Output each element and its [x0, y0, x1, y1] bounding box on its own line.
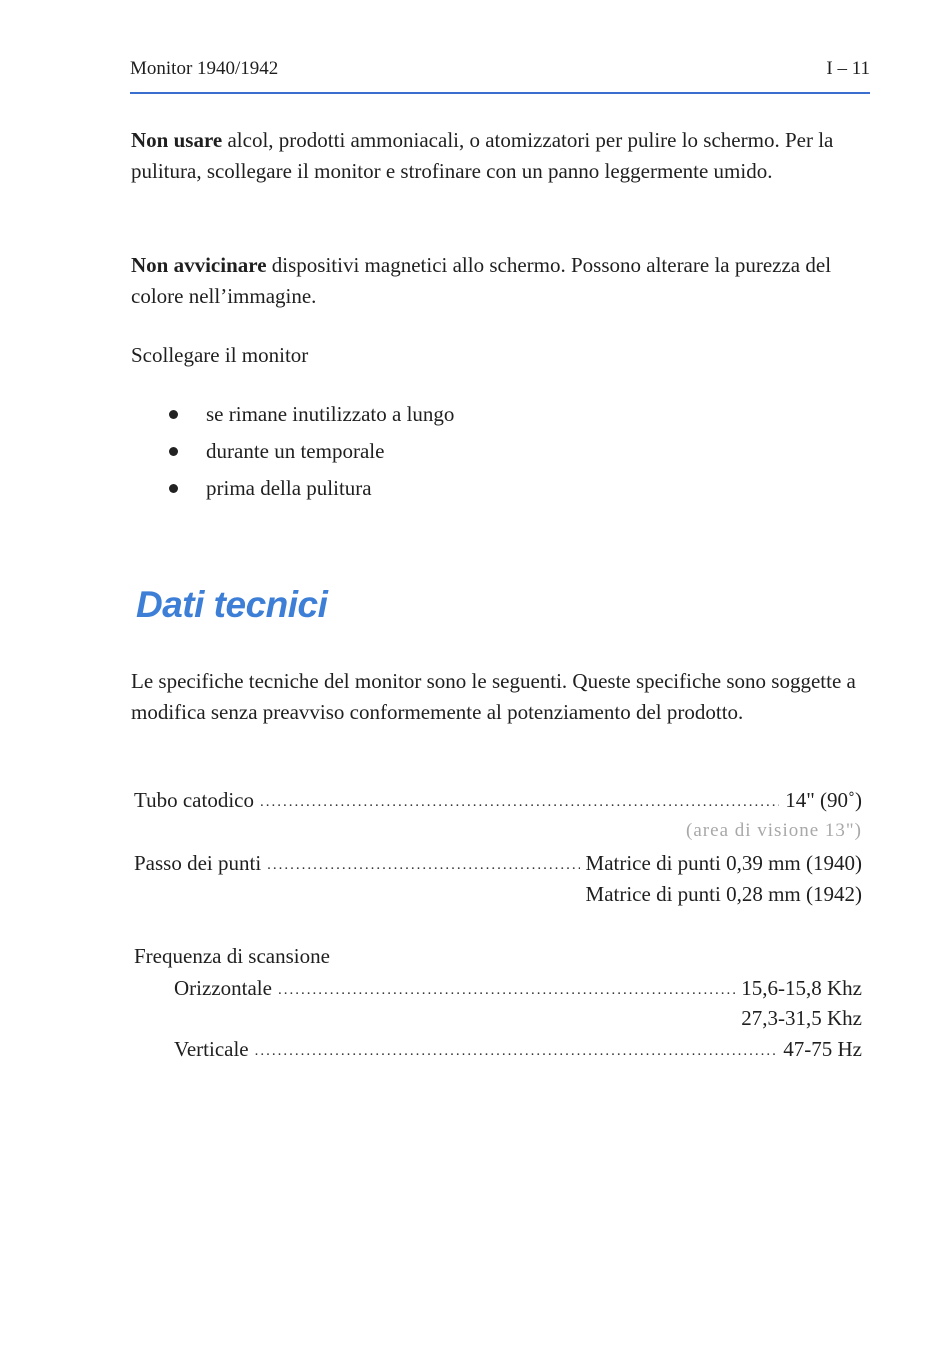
- cleaning-warning: [131, 125, 866, 187]
- spec-value-crt: 14" (90˚): [785, 788, 862, 812]
- dot-leader: [267, 857, 579, 874]
- magnetic-warning: [131, 250, 866, 312]
- freq-label: Frequenza di scansione: [134, 944, 330, 968]
- bullet-icon: [169, 410, 178, 419]
- cleaning-warning-bold: Non usare: [131, 128, 223, 152]
- spec-row-crt: [134, 788, 862, 818]
- spec-note-crt: (area di visione 13"): [686, 820, 862, 841]
- spec-label-vertical: Verticale: [174, 1037, 249, 1061]
- header-rule: [130, 92, 870, 94]
- list-item: [165, 433, 454, 470]
- header-title: Monitor 1940/1942: [130, 58, 279, 79]
- unplug-list: [165, 396, 454, 507]
- cleaning-warning-text: alcol, prodotti ammoniacali, o atomizzatori per pulire lo schermo. Per la pulitura, scollegare il monitor e strofinare con un panno leggermente umido.: [131, 128, 834, 183]
- spec-value-pitch-1940: Matrice di punti 0,39 mm (1940): [585, 851, 862, 875]
- bullet-icon: [169, 447, 178, 456]
- dot-leader: [260, 794, 779, 811]
- spec-value-vertical: 47-75 Hz: [783, 1037, 862, 1061]
- page-number: I – 11: [826, 58, 870, 79]
- section-title: Dati tecnici: [136, 584, 328, 625]
- spec-row-pitch: [134, 851, 862, 881]
- spec-label-pitch: Passo dei punti: [134, 851, 262, 875]
- spec-row-vertical: [174, 1037, 862, 1067]
- page-header: [130, 58, 870, 84]
- spec-value-horizontal-2: 27,3-31,5 Khz: [741, 1006, 862, 1030]
- spec-row-horizontal: [174, 976, 862, 1006]
- list-item: [165, 396, 454, 433]
- list-item-text: prima della pulitura: [206, 476, 372, 500]
- spec-value-pitch-1942: Matrice di punti 0,28 mm (1942): [585, 882, 862, 906]
- unplug-label: Scollegare il monitor: [131, 343, 309, 367]
- list-item-text: se rimane inutilizzato a lungo: [206, 402, 455, 426]
- spec-label-crt: Tubo catodico: [134, 788, 254, 812]
- list-item-text: durante un temporale: [206, 439, 385, 463]
- magnetic-warning-text: dispositivi magnetici allo schermo. Possono alterare la purezza del colore nell’immagine.: [131, 253, 832, 308]
- bullet-icon: [169, 484, 178, 493]
- dot-leader: [255, 1043, 778, 1060]
- magnetic-warning-bold: Non avvicinare: [131, 253, 267, 277]
- list-item: [165, 470, 454, 507]
- spec-label-horizontal: Orizzontale: [174, 976, 272, 1000]
- dot-leader: [278, 982, 735, 999]
- section-intro: Le specifiche tecniche del monitor sono le seguenti. Queste specifiche sono soggette a modifica senza preavviso conformemente al potenziamento del prodotto.: [131, 669, 856, 724]
- spec-value-horizontal-1: 15,6-15,8 Khz: [741, 976, 862, 1000]
